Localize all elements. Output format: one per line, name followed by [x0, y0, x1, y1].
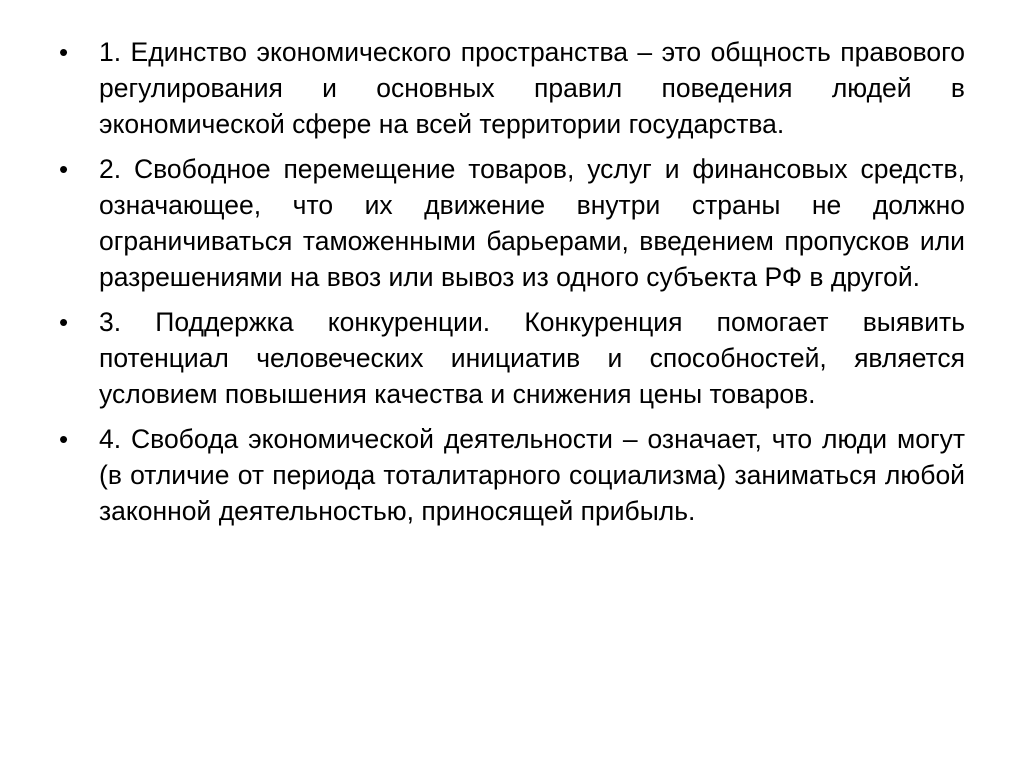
list-item [59, 421, 965, 529]
bullet-icon: • [59, 307, 69, 337]
list-item-text: 1. Единство экономического пространства – это общность правового регулирования и основных правил поведения людей в экономической сфере на всей территории государства. [99, 37, 965, 139]
list-item [59, 151, 965, 295]
bullet-icon: • [59, 154, 69, 184]
list-item [59, 304, 965, 412]
list-item-text: 3. Поддержка конкуренции. Конкуренция помогает выявить потенциал человеческих инициатив и способностей, является условием повышения качества и снижения цены товаров. [99, 307, 965, 409]
list-item [59, 34, 965, 142]
bullet-icon: • [59, 424, 69, 454]
list-item-text: 2. Свободное перемещение товаров, услуг и финансовых средств, означающее, что их движение внутри страны не должно ограничиваться таможенными барьерами, введением пропусков или разрешениями на ввоз или вывоз из одного субъекта РФ в другой. [99, 154, 965, 292]
list-item-text: 4. Свобода экономической деятельности – означает, что люди могут (в отличие от периода тоталитарного социализма) заниматься любой законной деятельностью, приносящей прибыль. [99, 424, 965, 526]
bullet-list [59, 34, 965, 538]
bullet-icon: • [59, 37, 69, 67]
